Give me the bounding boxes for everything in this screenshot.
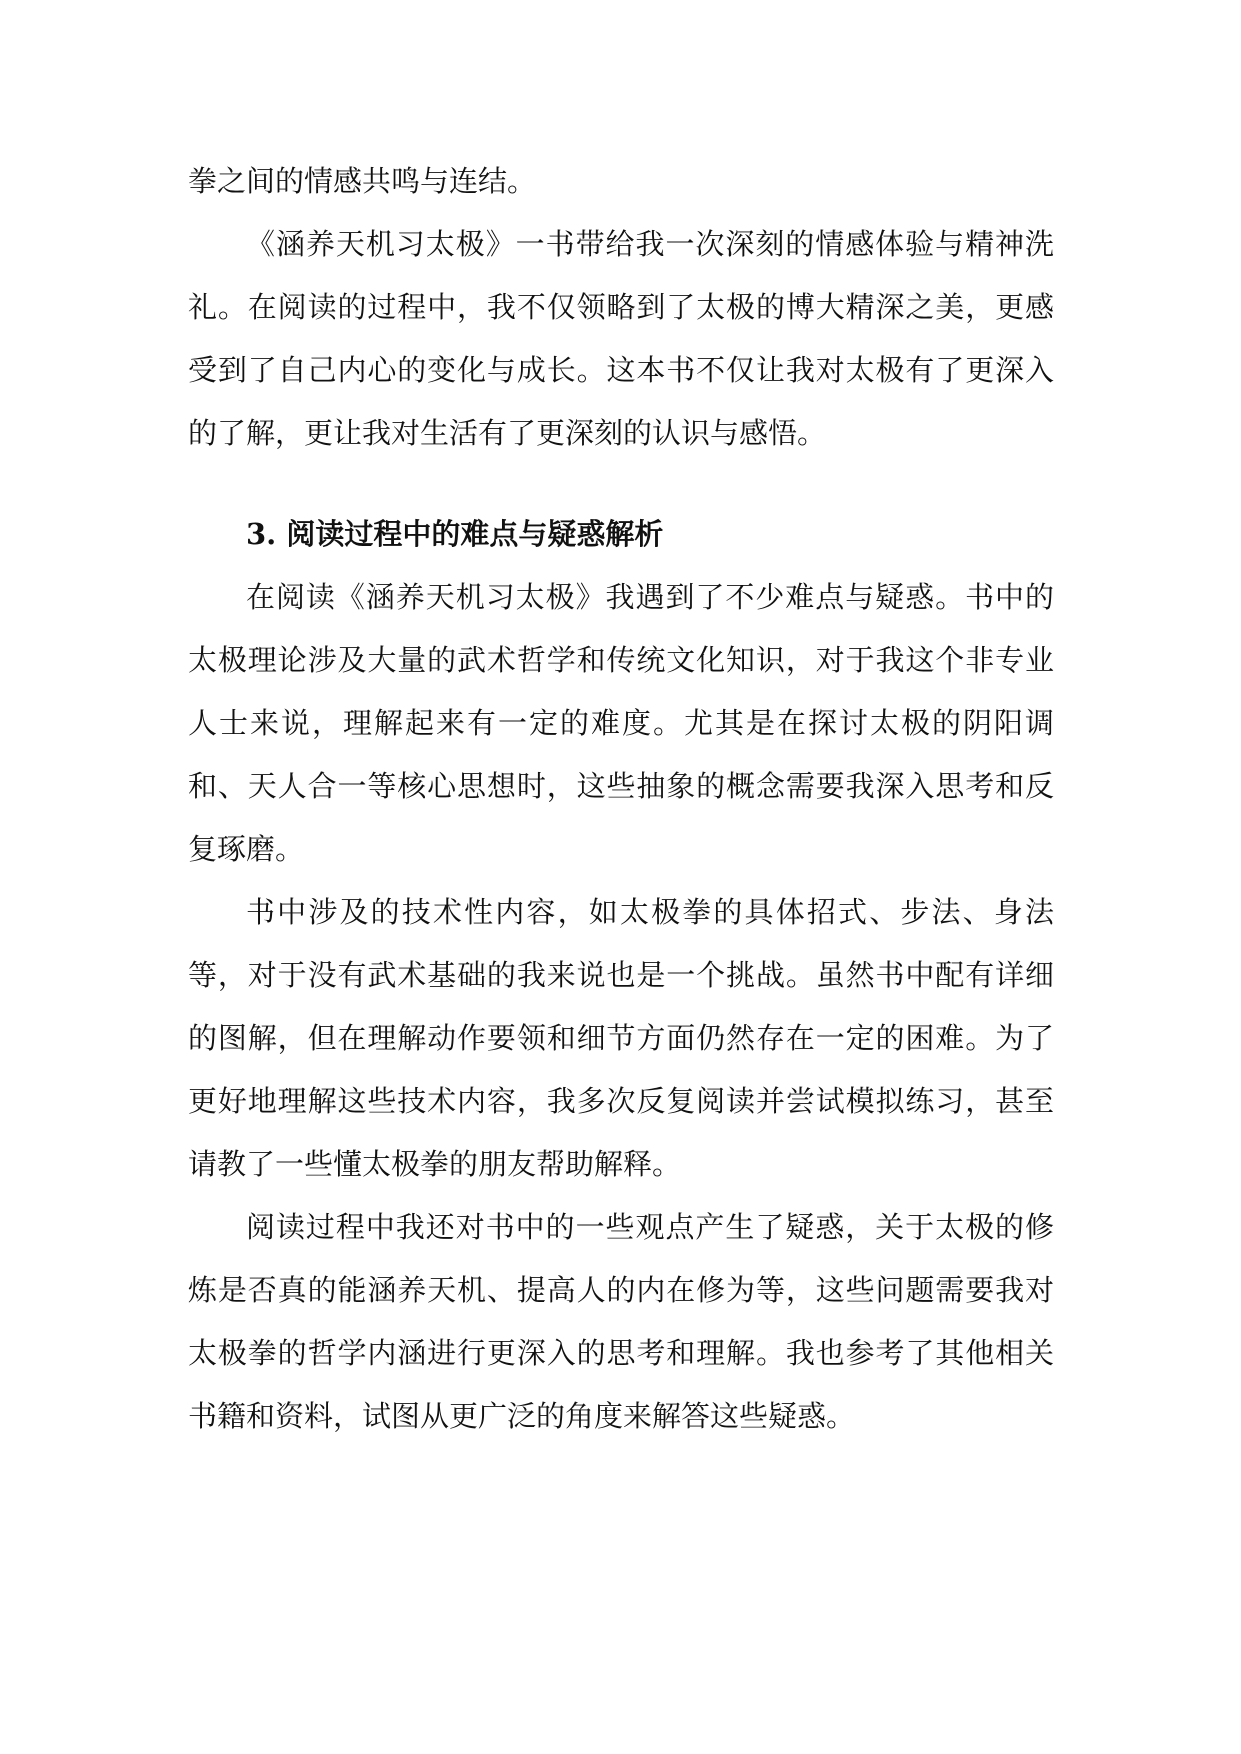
section-heading: 3. 阅读过程中的难点与疑惑解析 (246, 517, 664, 551)
paragraph-technical-content: 书中涉及的技术性内容，如太极拳的具体招式、步法、身法等，对于没有武术基础的我来说也是一个挑战。虽然书中配有详细的图解，但在理解动作要领和细节方面仍然存在一定的困难。为了更好地理解这些技术内容，我多次反复阅读并尝试模拟练习，甚至请教了一些懂太极拳的朋友帮助解释。 (188, 895, 1054, 1181)
paragraph-difficulties: 在阅读《涵养天机习太极》我遇到了不少难点与疑惑。书中的太极理论涉及大量的武术哲学和传统文化知识，对于我这个非专业人士来说，理解起来有一定的难度。尤其是在探讨太极的阴阳调和、天人合一等核心思想时，这些抽象的概念需要我深入思考和反复琢磨。 (188, 580, 1054, 866)
paragraph-doubts: 阅读过程中我还对书中的一些观点产生了疑惑，关于太极的修炼是否真的能涵养天机、提高人的内在修为等，这些问题需要我对太极拳的哲学内涵进行更深入的思考和理解。我也参考了其他相关书籍和资料，试图从更广泛的角度来解答这些疑惑。 (188, 1210, 1054, 1433)
paragraph-reading-experience: 《涵养天机习太极》一书带给我一次深刻的情感体验与精神洗礼。在阅读的过程中，我不仅领略到了太极的博大精深之美，更感受到了自己内心的变化与成长。这本书不仅让我对太极有了更深入的了解，更让我对生活有了更深刻的认识与感悟。 (188, 227, 1054, 450)
document-page (188, 150, 1054, 1448)
continued-paragraph: 拳之间的情感共鸣与连结。 (188, 164, 537, 198)
